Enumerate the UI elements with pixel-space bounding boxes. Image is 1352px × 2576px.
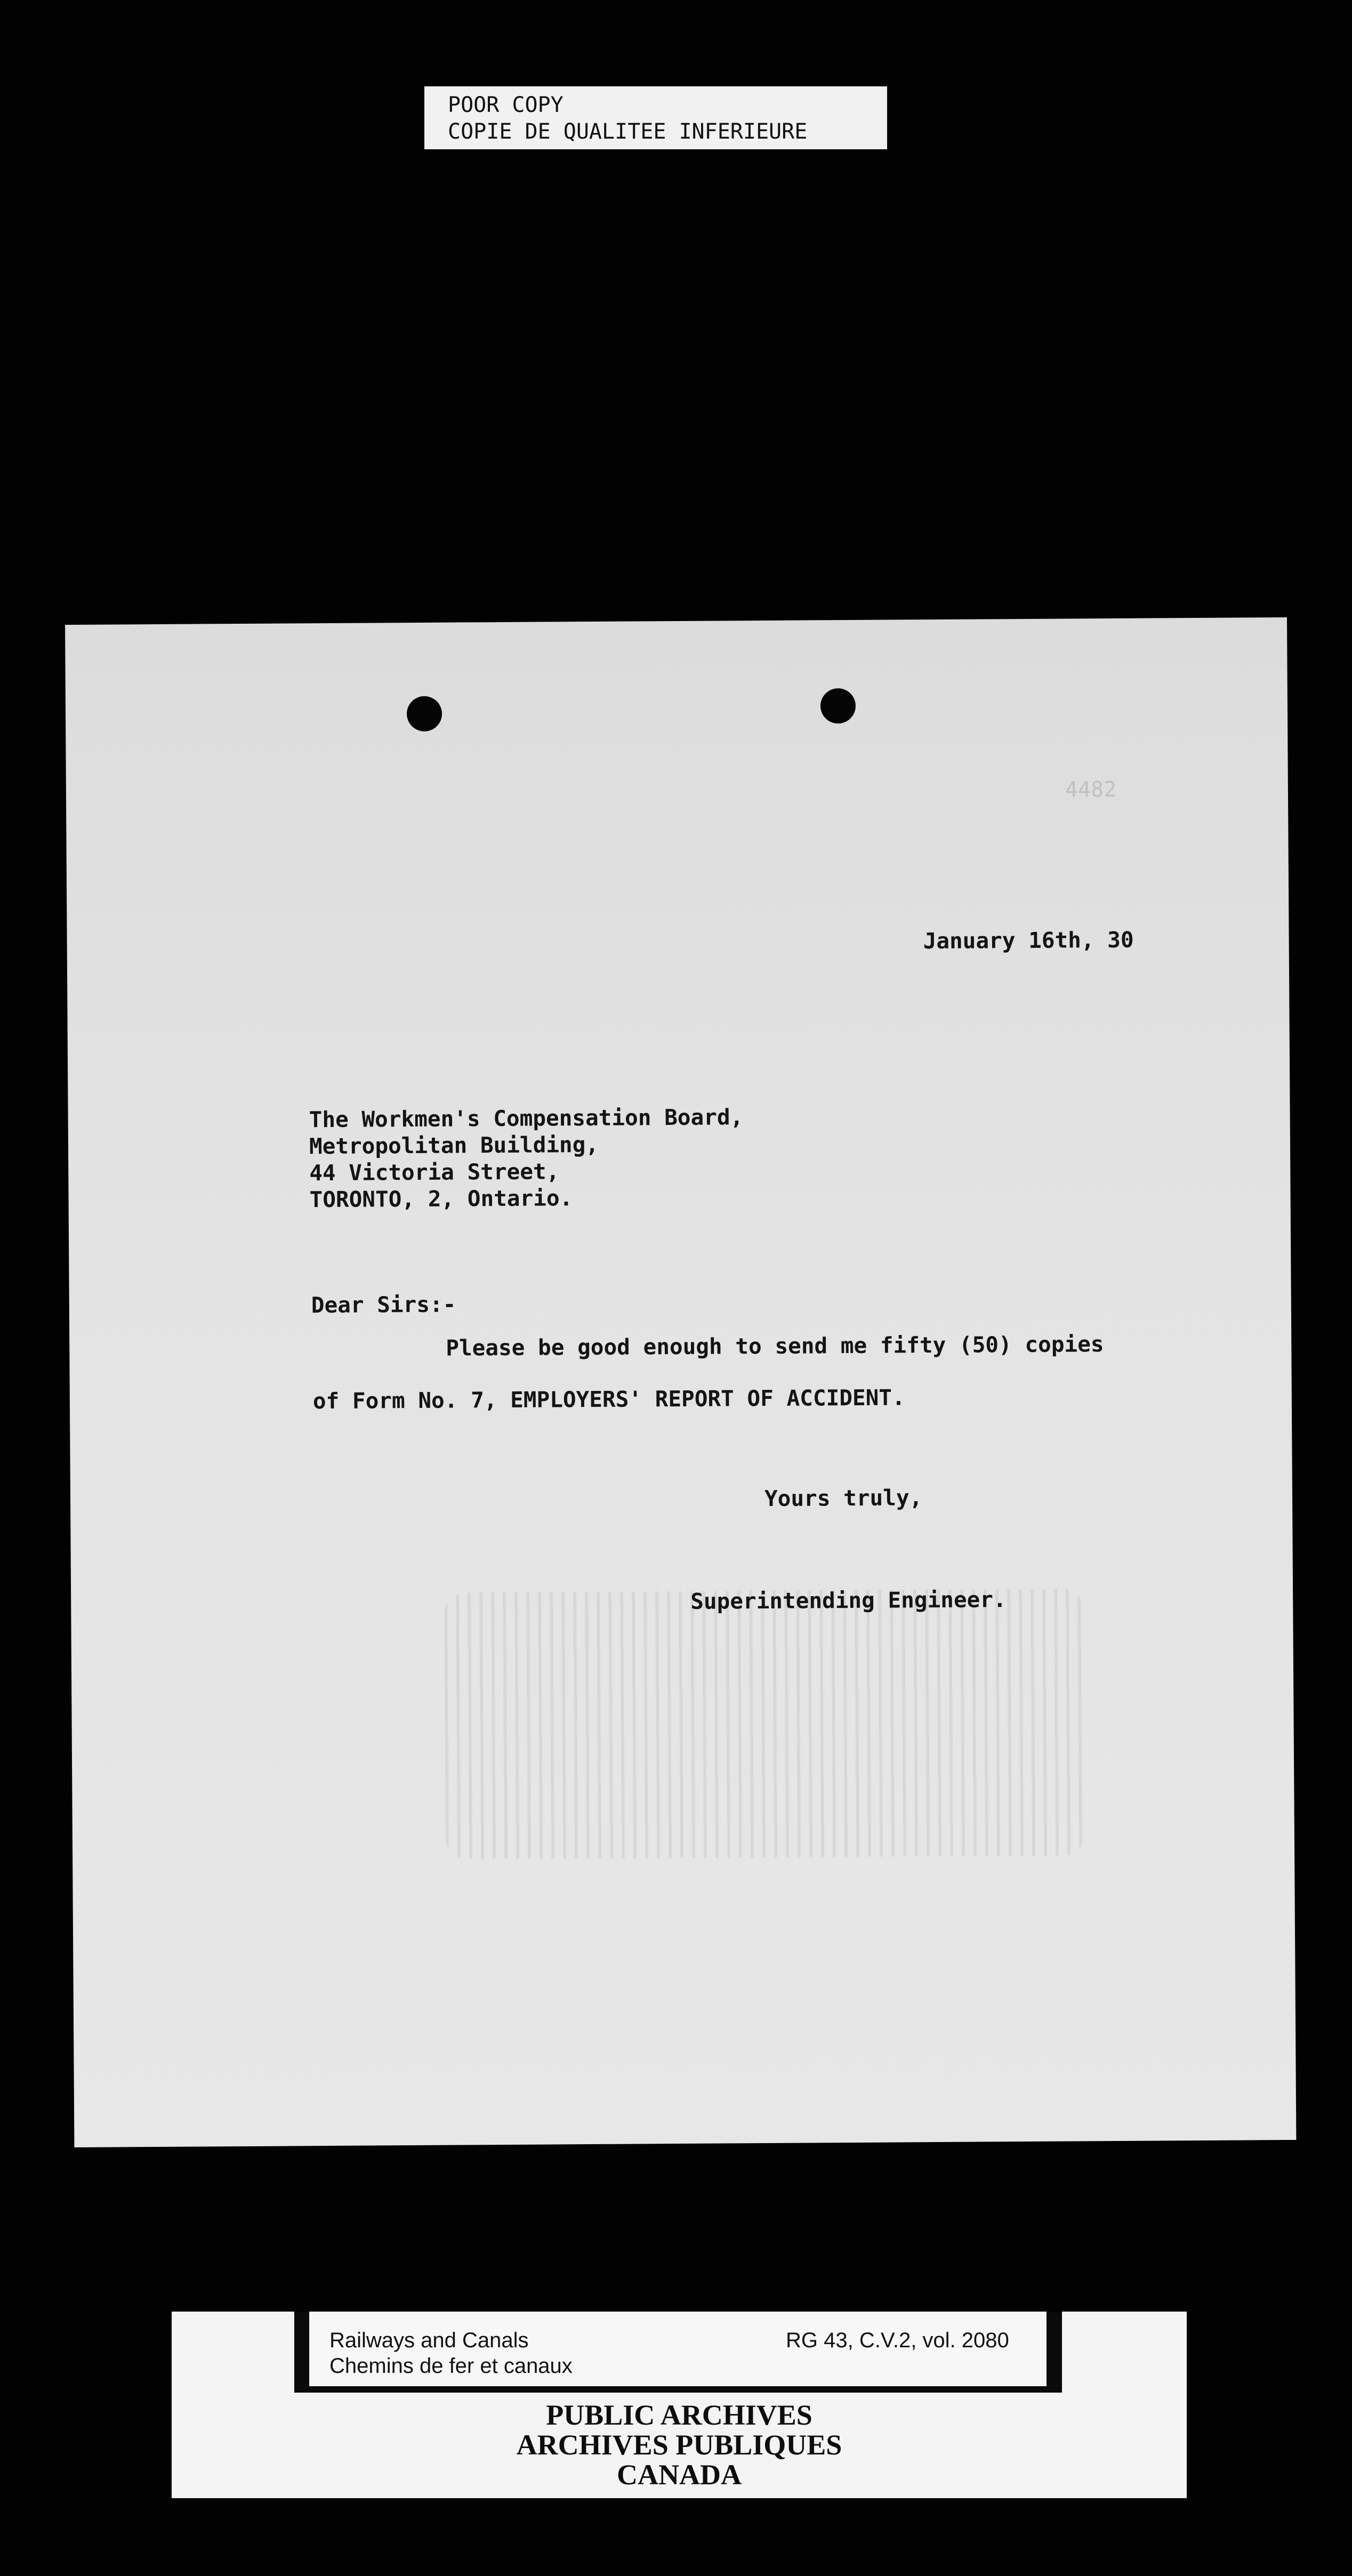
signature-title: Superintending Engineer. [690,1587,1007,1614]
archives-title-en: PUBLIC ARCHIVES [546,2399,812,2431]
archive-reference-box [309,2312,1047,2386]
archives-title [172,2400,1187,2490]
department-en: Railways and Canals [329,2329,529,2352]
department-fr: Chemins de fer et canaux [329,2354,573,2378]
punch-hole-left [407,696,442,731]
archives-country: CANADA [617,2459,742,2491]
body-line-1: Please be good enough to send me fifty (50) copies [446,1331,1104,1361]
body-line-2: of Form No. 7, EMPLOYERS' REPORT OF ACCIDENT. [312,1384,905,1414]
letter-page [65,617,1296,2147]
recipient-line: Metropolitan Building, [309,1131,599,1160]
recipient-address [309,1104,744,1213]
archive-reference-tab [294,2312,1062,2393]
letter-date: January 16th, 30 [923,927,1134,954]
poor-copy-line-fr: COPIE DE QUALITEE INFERIEURE [448,119,808,144]
poor-copy-line-en: POOR COPY [448,93,564,117]
paper-watermark [444,1589,1085,1859]
recipient-line: TORONTO, 2, Ontario. [309,1185,573,1213]
file-stamp-number: 4482 [1065,777,1117,802]
recipient-line: 44 Victoria Street, [309,1158,560,1186]
archives-title-fr: ARCHIVES PUBLIQUES [516,2429,842,2461]
archive-label [172,2312,1187,2498]
archive-reference: RG 43, C.V.2, vol. 2080 [786,2329,1009,2352]
punch-hole-right [820,688,856,723]
salutation: Dear Sirs:- [311,1291,456,1318]
poor-copy-notice [424,86,887,149]
closing: Yours truly, [764,1485,923,1512]
recipient-line: The Workmen's Compensation Board, [309,1104,744,1133]
department-names [329,2328,573,2379]
